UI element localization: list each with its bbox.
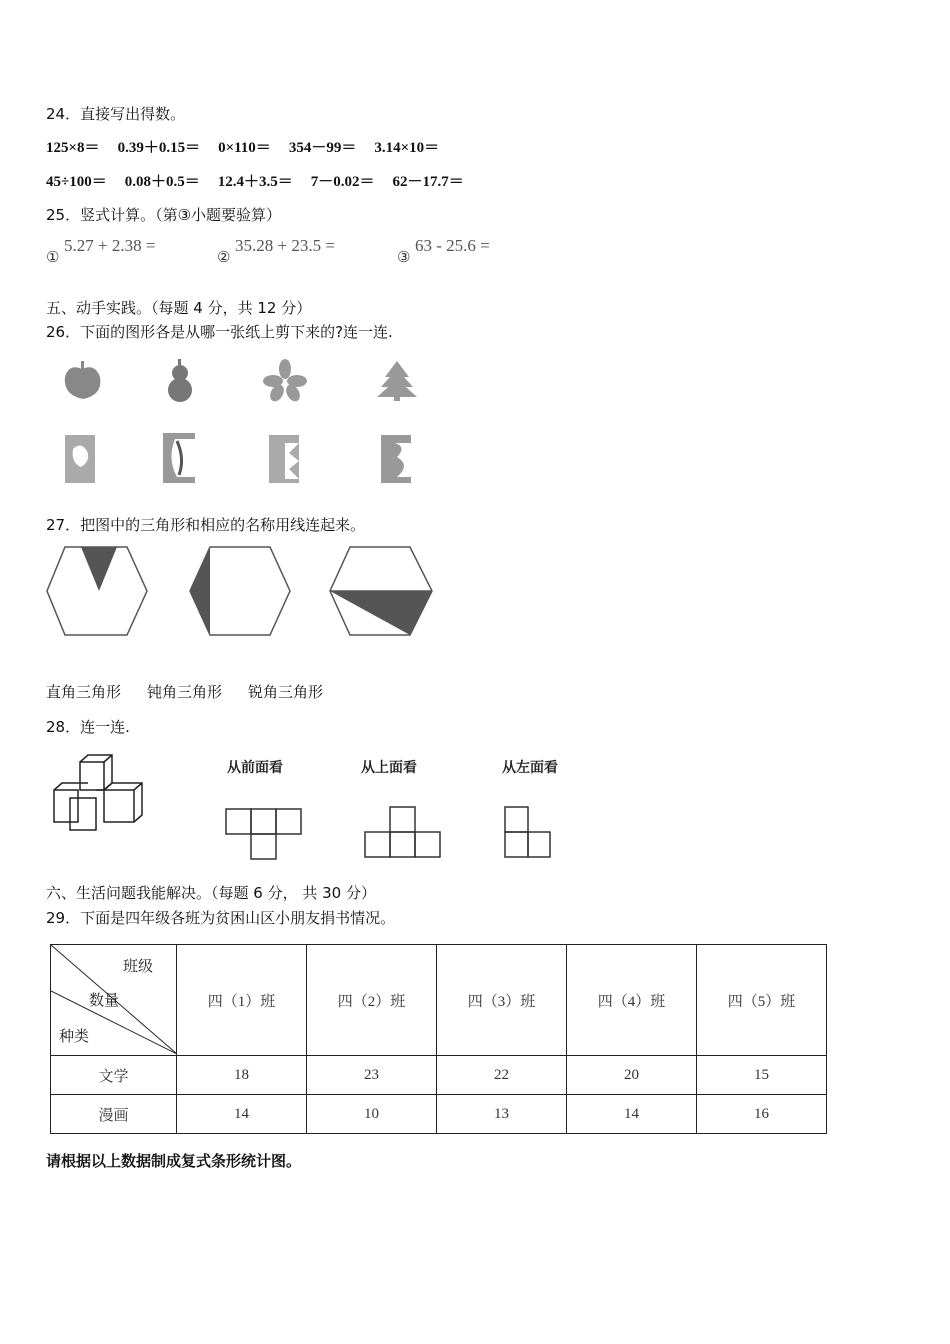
left-view-label: 从左面看	[502, 760, 558, 776]
expression: 5.27 + 2.38 =	[64, 236, 156, 255]
paper-1	[65, 435, 95, 483]
calc-item: 3.14×10＝	[374, 140, 440, 156]
table-cell: 13	[437, 1095, 567, 1134]
section-6-heading: 六、生活问题我能解决。（每题 6 分， 共 30 分）	[46, 884, 376, 902]
paper-3	[269, 435, 299, 483]
q28-title: 28．连一连.	[46, 718, 130, 736]
q24-title: 24．直接写出得数。	[46, 105, 186, 123]
calc-item: 62－17.7＝	[392, 174, 464, 190]
calc-item: 0.39＋0.15＝	[117, 140, 201, 156]
table-cell: 10	[307, 1095, 437, 1134]
table-corner-cell	[51, 945, 177, 1056]
hexagon-triangles-figure	[45, 545, 440, 640]
item-number: ①	[46, 250, 60, 266]
row-label: 文学	[51, 1056, 177, 1095]
table-row	[51, 1056, 827, 1095]
expression: 63 - 25.6 =	[415, 236, 490, 255]
corner-quantity-label: 数量	[89, 991, 120, 1009]
table-cell: 14	[177, 1095, 307, 1134]
obtuse-triangle-label: 钝角三角形	[147, 683, 223, 701]
table-cell: 23	[307, 1056, 437, 1095]
hexagon-1	[47, 547, 147, 635]
q29-instruction: 请根据以上数据制成复式条形统计图。	[46, 1152, 302, 1170]
top-view-label: 从上面看	[361, 760, 417, 776]
calc-item: 7－0.02＝	[310, 174, 375, 190]
table-cell: 20	[567, 1056, 697, 1095]
expression: 35.28 + 23.5 =	[235, 236, 335, 255]
corner-class-label: 班级	[123, 957, 154, 975]
q26-title: 26．下面的图形各是从哪一张纸上剪下来的?连一连.	[46, 323, 393, 341]
table-cell: 22	[437, 1056, 567, 1095]
donation-table	[50, 944, 827, 1134]
table-row	[51, 1095, 827, 1134]
views-figure	[220, 805, 560, 863]
table-cell: 15	[697, 1056, 827, 1095]
item-number: ②	[217, 250, 231, 266]
column-header: 四（3）班	[437, 945, 567, 1056]
calc-item: 0.08＋0.5＝	[124, 174, 200, 190]
view-option-2	[365, 807, 440, 857]
calc-item: 12.4＋3.5＝	[217, 174, 293, 190]
apple-shape	[65, 361, 101, 399]
cube-stack-figure	[48, 752, 158, 834]
right-triangle-label: 直角三角形	[46, 683, 122, 701]
gourd-shape	[168, 359, 192, 402]
column-header: 四（1）班	[177, 945, 307, 1056]
column-header: 四（5）班	[697, 945, 827, 1056]
item-number: ③	[397, 250, 411, 266]
table-cell: 18	[177, 1056, 307, 1095]
view-option-3	[505, 807, 550, 857]
flower-shape	[263, 359, 307, 404]
q24-row1	[46, 136, 457, 157]
column-header: 四（2）班	[307, 945, 437, 1056]
column-header: 四（4）班	[567, 945, 697, 1056]
view-option-1	[226, 809, 301, 859]
calc-item: 354－99＝	[288, 140, 357, 156]
cutout-shapes-figure	[55, 355, 455, 495]
q25-title: 25．竖式计算。（第③小题要验算）	[46, 206, 282, 224]
calc-item: 45÷100＝	[46, 174, 107, 190]
section-5-heading: 五、动手实践。（每题 4 分，共 12 分）	[46, 299, 312, 317]
calc-item: 0×110＝	[218, 140, 271, 156]
table-cell: 14	[567, 1095, 697, 1134]
corner-type-label: 种类	[59, 1027, 90, 1045]
calc-item: 125×8＝	[46, 140, 100, 156]
front-view-label: 从前面看	[227, 760, 283, 776]
hexagon-2	[190, 547, 290, 635]
row-label: 漫画	[51, 1095, 177, 1134]
q24-row2	[46, 170, 482, 191]
table-cell: 16	[697, 1095, 827, 1134]
paper-4	[381, 435, 411, 483]
hexagon-3	[330, 547, 432, 635]
triangle-names	[46, 681, 349, 702]
table-header-row	[51, 945, 827, 1056]
paper-2	[163, 433, 195, 483]
q27-title: 27．把图中的三角形和相应的名称用线连起来。	[46, 516, 366, 534]
q29-title: 29．下面是四年级各班为贫困山区小朋友捐书情况。	[46, 909, 396, 927]
acute-triangle-label: 锐角三角形	[248, 683, 324, 701]
tree-shape	[377, 361, 417, 401]
